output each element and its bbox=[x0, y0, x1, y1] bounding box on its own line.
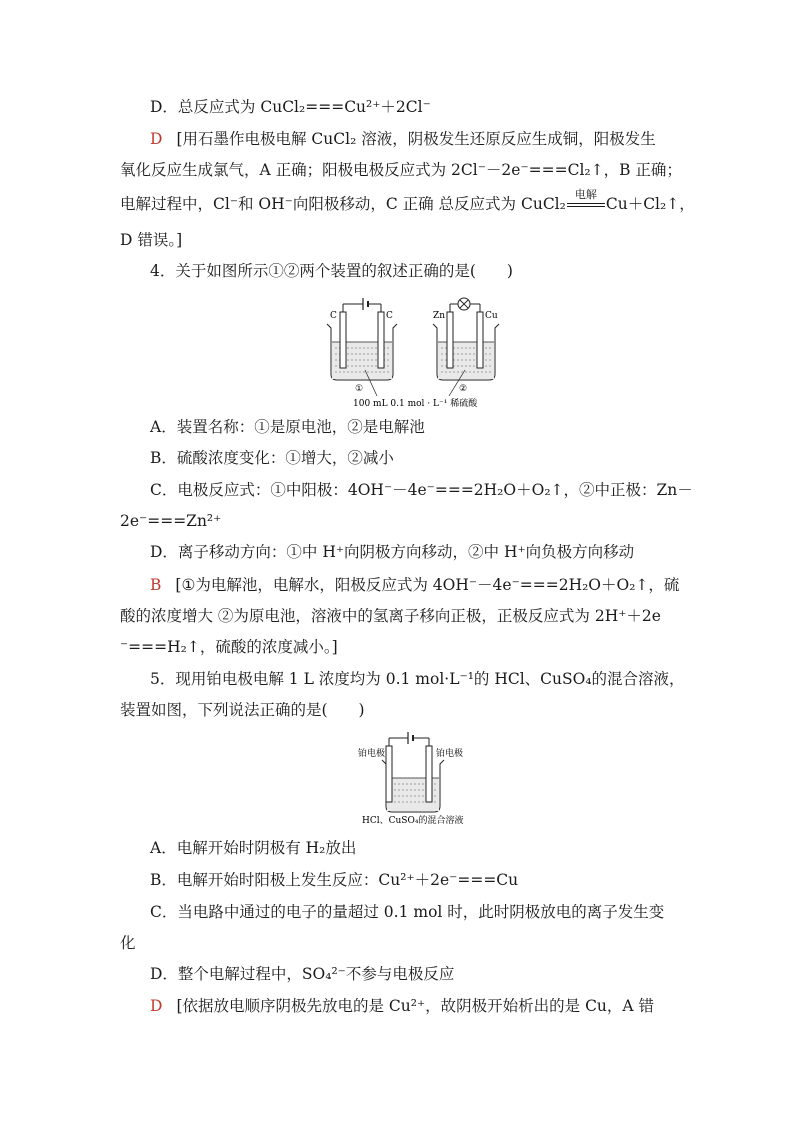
q4-option-c-line-1: C．电极反应式：①中阳极：4OH⁻－4e⁻===2H₂O＋O₂↑，②中正极：Zn－ bbox=[150, 481, 693, 499]
q4-fig2-right-electrode: Cu bbox=[485, 311, 498, 321]
q5-answer-letter: D bbox=[150, 997, 163, 1015]
q5-fig-caption: HCl、CuSO₄的混合溶液 bbox=[362, 816, 464, 826]
q5-fig-left-label: 铂电极 bbox=[358, 749, 386, 759]
q3-answer-line-1 bbox=[150, 129, 680, 149]
q3-answer-line-2: 氧化反应生成氯气，A 正确；阳极电极反应式为 2Cl⁻－2e⁻===Cl₂↑，B 正确； bbox=[120, 161, 682, 179]
q5-apparatus-figure bbox=[356, 728, 472, 826]
q4-answer-line-3: ⁻===H₂↑，硫酸的浓度减小。] bbox=[120, 638, 338, 656]
electrolysis-arrow bbox=[566, 188, 606, 214]
q5-fig-right-label: 铂电极 bbox=[436, 749, 464, 759]
q4-stem: 4．关于如图所示①②两个装置的叙述正确的是( ) bbox=[150, 262, 513, 280]
q3-answer-text-1: [用石墨作电极电解 CuCl₂ 溶液，阴极发生还原反应生成铜，阳极发生 bbox=[176, 130, 656, 148]
q4-fig-label-2: ② bbox=[459, 384, 468, 394]
q5-answer-line-1 bbox=[150, 996, 680, 1016]
q4-answer-text-1: [①为电解池，电解水，阳极反应式为 4OH⁻－4e⁻===2H₂O＋O₂↑，硫 bbox=[175, 576, 680, 594]
q4-answer-letter: B bbox=[150, 576, 162, 594]
q4-fig-label-1: ① bbox=[355, 384, 364, 394]
q5-option-b: B．电解开始时阳极上发生反应：Cu²⁺＋2e⁻===Cu bbox=[150, 871, 519, 889]
q5-option-c-line-2: 化 bbox=[120, 934, 136, 952]
q5-option-a: A．电解开始时阴极有 H₂放出 bbox=[150, 839, 357, 857]
q3-answer-text-3b: Cu＋Cl₂↑， bbox=[605, 195, 695, 213]
q4-option-a: A．装置名称：①是原电池，②是电解池 bbox=[150, 418, 425, 436]
q4-fig2-left-electrode: Zn bbox=[433, 311, 446, 321]
q4-apparatus-figure bbox=[325, 288, 515, 410]
q4-answer-line-1 bbox=[150, 575, 680, 595]
q4-fig-caption: 100 mL 0.1 mol · L⁻¹ 稀硫酸 bbox=[353, 399, 478, 409]
q5-answer-text-1: [依据放电顺序阴极先放电的是 Cu²⁺，故阴极开始析出的是 Cu，A 错 bbox=[176, 997, 655, 1015]
q4-answer-line-2: 酸的浓度增大 ②为原电池，溶液中的氢离子移向正极，正极反应式为 2H⁺＋2e bbox=[120, 607, 661, 625]
q5-option-c-line-1: C．当电路中通过的电子的量超过 0.1 mol 时，此时阴极放电的离子发生变 bbox=[150, 903, 665, 921]
q3-answer-line-4: D 错误。] bbox=[120, 231, 183, 249]
q5-stem-line-2: 装置如图，下列说法正确的是( ) bbox=[120, 701, 365, 719]
q4-fig1-left-electrode: C bbox=[330, 311, 337, 321]
q3-option-d: D．总反应式为 CuCl₂===Cu²⁺＋2Cl⁻ bbox=[150, 98, 431, 116]
q3-answer-letter: D bbox=[150, 130, 163, 148]
q5-option-d: D．整个电解过程中，SO₄²⁻不参与电极反应 bbox=[150, 965, 455, 983]
q3-answer-line-3 bbox=[120, 188, 695, 214]
electrolysis-label: 电解 bbox=[574, 188, 597, 201]
q4-option-d: D．离子移动方向：①中 H⁺向阴极方向移动，②中 H⁺向负极方向移动 bbox=[150, 543, 635, 561]
q5-stem-line-1: 5．现用铂电极电解 1 L 浓度均为 0.1 mol·L⁻¹的 HCl、CuSO₄的混合溶液， bbox=[150, 670, 685, 688]
q3-answer-text-3a: 电解过程中，Cl⁻和 OH⁻向阳极移动，C 正确 总反应式为 CuCl₂ bbox=[120, 195, 566, 213]
q4-option-b: B．硫酸浓度变化：①增大，②减小 bbox=[150, 449, 394, 467]
q4-option-c-line-2: 2e⁻===Zn²⁺ bbox=[120, 512, 222, 530]
q4-fig1-right-electrode: C bbox=[386, 311, 393, 321]
